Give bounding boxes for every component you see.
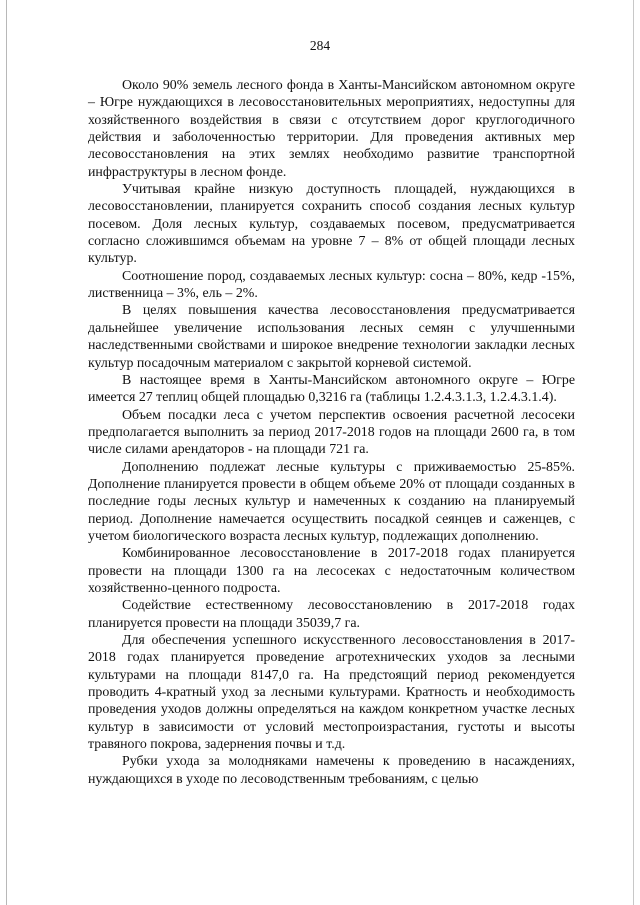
paragraph: Дополнению подлежат лесные культуры с приживаемостью 25-85%. Дополнение планируется провести в общем объеме 20% от площади созданных в последние годы лесных культур и намеченных к созданию на планируемый период. Дополнение намечается осуществить посадкой сеянцев и саженцев, с учетом биологического возраста лесных культур, подлежащих дополнению. [88, 459, 575, 544]
scan-edge-right [633, 0, 634, 905]
paragraph: Соотношение пород, создаваемых лесных культур: сосна – 80%, кедр -15%, лиственница – 3%, ель – 2%. [88, 268, 575, 302]
paragraph: Около 90% земель лесного фонда в Ханты-Мансийском автономном округе – Югре нуждающихся в лесовосстановительных мероприятиях, недоступны для хозяйственного воздействия в связи с отсутствием дорог круглогодичного действия и заболоченностью территории. Для проведения активных мер лесовосстановления на этих землях необходимо развитие транспортной инфраструктуры в лесном фонде. [88, 78, 575, 180]
page-number: 284 [309, 38, 331, 53]
paragraph: Объем посадки леса с учетом перспектив освоения расчетной лесосеки предполагается выполнить за период 2017-2018 годов на площади 2600 га, в том числе силами арендаторов - на площади 721 га. [88, 407, 575, 458]
paragraph: Содействие естественному лесовосстановлению в 2017-2018 годах планируется провести на площади 35039,7 га. [88, 598, 575, 631]
paragraph: Комбинированное лесовосстановление в 2017-2018 годах планируется провести на площади 1300 га на лесосеках с недостаточным количеством хозяйственно-ценного подроста. [88, 546, 575, 596]
body-text [88, 77, 575, 788]
scan-edge-left [6, 0, 7, 905]
paragraph: В целях повышения качества лесовосстановления предусматривается дальнейшее увеличение использования лесных семян с улучшенными наследственными свойствами и широкое внедрение технологии закладки лесных культур посадочным материалом с закрытой корневой системой. [88, 303, 575, 371]
paragraph: Для обеспечения успешного искусственного лесовосстановления в 2017-2018 годах планируется проведение агротехнических уходов за лесными культурами на площади 8147,0 га. На предстоящий период рекомендуется проводить 4-кратный уход за лесными культурами. Кратность и необходимость проведения уходов должны определяться на каждом конкретном участке лесных культур в зависимости от условий местопроизрастания, густоты и высоты травяного покрова, задернения почвы и т.д. [88, 633, 575, 753]
paragraph: В настоящее время в Ханты-Мансийском автономного округе – Югре имеется 27 теплиц общей площадью 0,3216 га (таблицы 1.2.4.3.1.3, 1.2.4.3.1.4). [88, 372, 575, 406]
paragraph: Учитывая крайне низкую доступность площадей, нуждающихся в лесовосстановлении, планируется сохранить способ создания лесных культур посевом. Доля лесных культур, создаваемых посевом, предусматривается согласно сложившимся объемам на уровне 7 – 8% от общей площади лесных культур. [88, 182, 575, 267]
paragraph: Рубки ухода за молодняками намечены к проведению в насаждениях, нуждающихся в уходе по лесоводственным требованиям, с целью [88, 754, 575, 787]
